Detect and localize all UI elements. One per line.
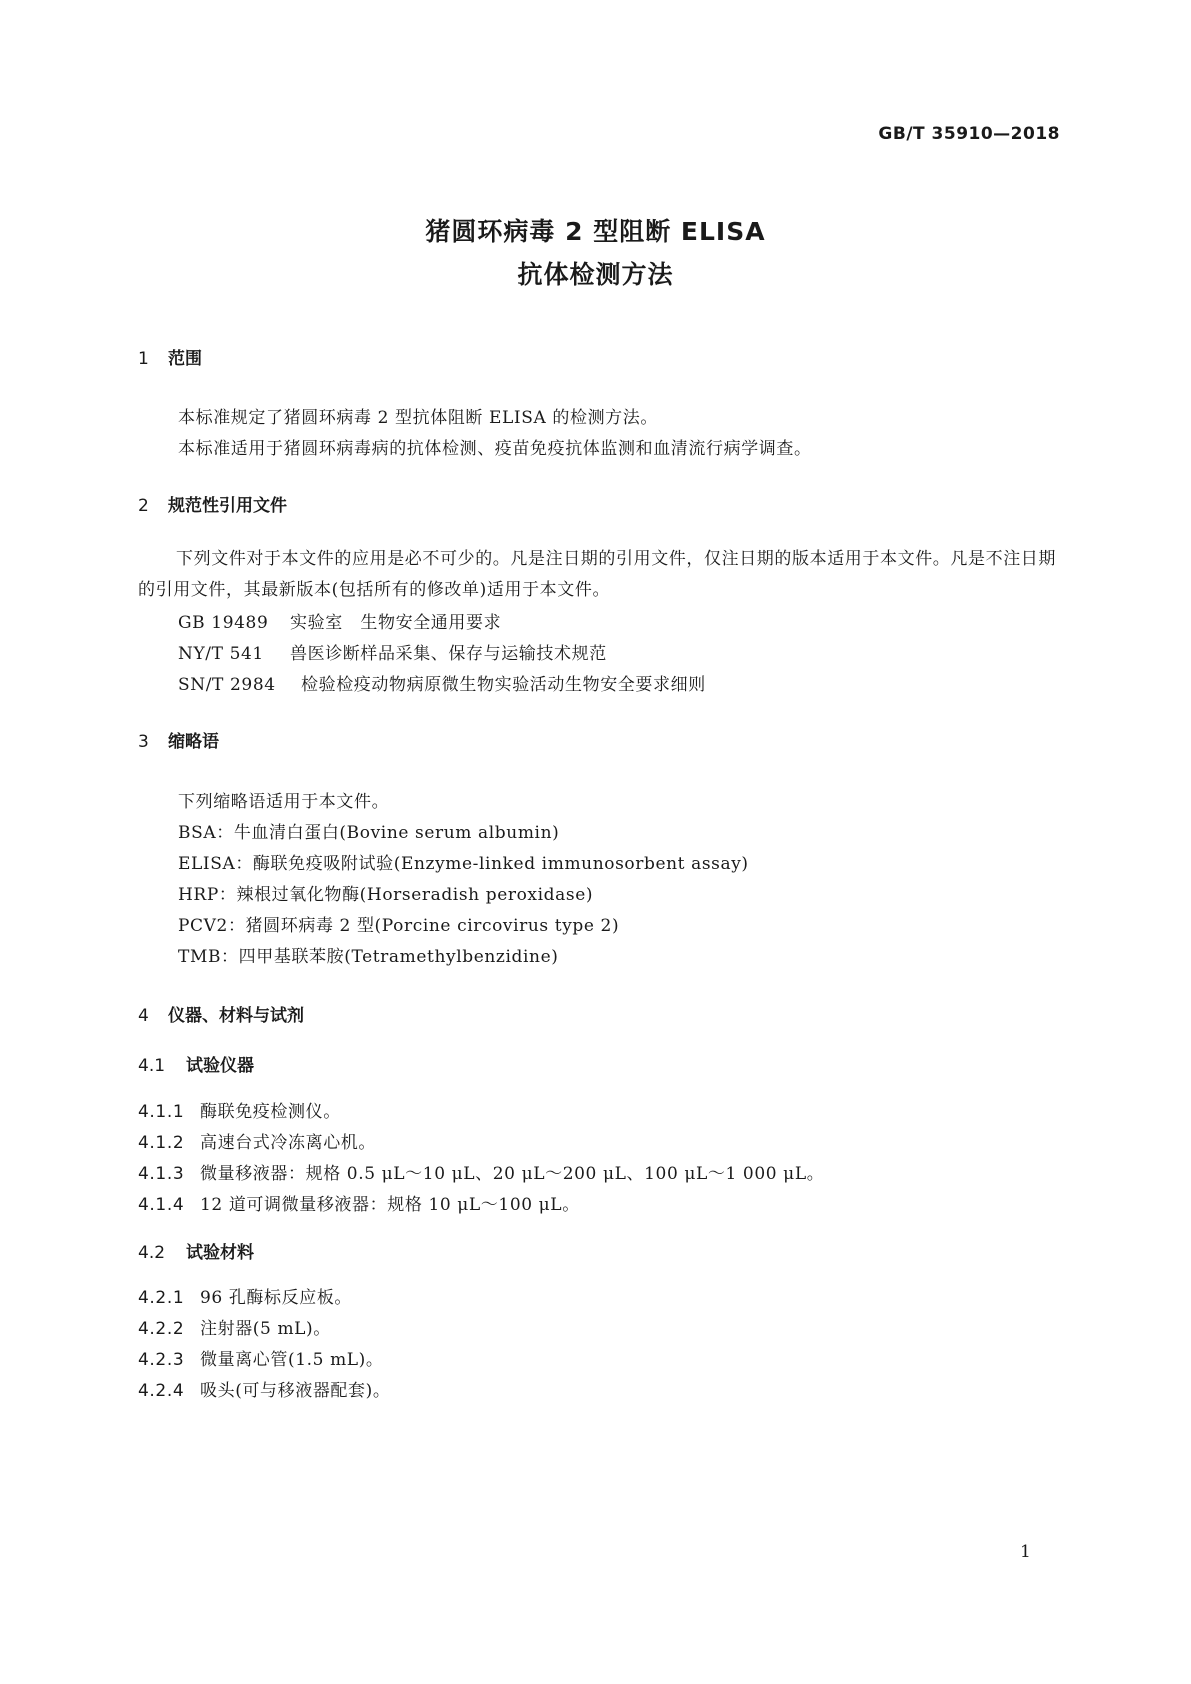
subsection-title: 试验材料 bbox=[186, 1243, 254, 1263]
item-number: 4.1.3 bbox=[138, 1164, 185, 1184]
item-number: 4.2.1 bbox=[138, 1288, 185, 1308]
list-item bbox=[138, 1190, 580, 1215]
subsection-title: 试验仪器 bbox=[186, 1056, 254, 1076]
item-number: 4.2.3 bbox=[138, 1350, 185, 1370]
item-text: 酶联免疫检测仪。 bbox=[200, 1102, 341, 1122]
reference-item bbox=[178, 639, 607, 664]
item-number: 4.2.2 bbox=[138, 1319, 185, 1339]
item-text: 注射器(5 mL)。 bbox=[200, 1319, 331, 1339]
list-item bbox=[138, 1097, 341, 1122]
abbreviation-item: ELISA：酶联免疫吸附试验(Enzyme-linked immunosorbent assay) bbox=[178, 854, 749, 874]
reference-code: NY/T 541 bbox=[178, 644, 264, 664]
reference-code: GB 19489 bbox=[178, 613, 269, 633]
section-number: 3 bbox=[138, 732, 149, 752]
section-number: 1 bbox=[138, 349, 149, 369]
item-text: 高速台式冷冻离心机。 bbox=[200, 1133, 376, 1153]
abbreviation-item: HRP：辣根过氧化物酶(Horseradish peroxidase) bbox=[178, 885, 594, 905]
reference-code: SN/T 2984 bbox=[178, 675, 276, 695]
list-item bbox=[138, 1345, 384, 1370]
item-text: 微量离心管(1.5 mL)。 bbox=[200, 1350, 384, 1370]
list-item bbox=[138, 1159, 824, 1184]
section-3-heading bbox=[138, 727, 219, 752]
section-number: 2 bbox=[138, 496, 149, 516]
list-item bbox=[138, 1314, 331, 1339]
list-item bbox=[138, 1128, 376, 1153]
section-2-heading bbox=[138, 491, 287, 516]
paragraph: 下列文件对于本文件的应用是必不可少的。凡是注日期的引用文件，仅注日期的版本适用于本文件。凡是不注日期的引用文件，其最新版本(包括所有的修改单)适用于本文件。 bbox=[138, 549, 1056, 600]
reference-title: 实验室 生物安全通用要求 bbox=[290, 613, 502, 633]
paragraph: 本标准规定了猪圆环病毒 2 型抗体阻断 ELISA 的检测方法。 bbox=[178, 408, 658, 428]
abbreviation-item: PCV2：猪圆环病毒 2 型(Porcine circovirus type 2) bbox=[178, 916, 620, 936]
subsection-4-1-heading bbox=[138, 1051, 254, 1076]
reference-item bbox=[178, 608, 501, 633]
section-1-heading bbox=[138, 344, 202, 369]
abbreviation-item: BSA：牛血清白蛋白(Bovine serum albumin) bbox=[178, 823, 560, 843]
section-title: 缩略语 bbox=[168, 732, 219, 752]
paragraph: 下列缩略语适用于本文件。 bbox=[178, 792, 390, 812]
item-number: 4.1.1 bbox=[138, 1102, 185, 1122]
item-text: 微量移液器：规格 0.5 μL～10 μL、20 μL～200 μL、100 μL～1 000 μL。 bbox=[200, 1164, 825, 1184]
abbreviation-item: TMB：四甲基联苯胺(Tetramethylbenzidine) bbox=[178, 947, 559, 967]
item-number: 4.1.2 bbox=[138, 1133, 185, 1153]
section-title: 范围 bbox=[168, 349, 202, 369]
document-number: GB/T 35910—2018 bbox=[878, 124, 1060, 144]
item-number: 4.1.4 bbox=[138, 1195, 185, 1215]
paragraph: 本标准适用于猪圆环病毒病的抗体检测、疫苗免疫抗体监测和血清流行病学调查。 bbox=[178, 439, 812, 459]
section-number: 4 bbox=[138, 1006, 149, 1026]
document-title-line1: 猪圆环病毒 2 型阻断 ELISA bbox=[425, 217, 766, 246]
section-title: 仪器、材料与试剂 bbox=[168, 1006, 304, 1026]
reference-title: 检验检疫动物病原微生物实验活动生物安全要求细则 bbox=[301, 675, 706, 695]
reference-title: 兽医诊断样品采集、保存与运输技术规范 bbox=[290, 644, 607, 664]
item-number: 4.2.4 bbox=[138, 1381, 185, 1401]
list-item bbox=[138, 1283, 352, 1308]
subsection-number: 4.2 bbox=[138, 1243, 166, 1263]
document-title-line2: 抗体检测方法 bbox=[517, 260, 674, 289]
page-number: 1 bbox=[1020, 1542, 1031, 1562]
list-item bbox=[138, 1376, 390, 1401]
subsection-number: 4.1 bbox=[138, 1056, 166, 1076]
section-4-heading bbox=[138, 1001, 304, 1026]
subsection-4-2-heading bbox=[138, 1238, 254, 1263]
item-text: 吸头(可与移液器配套)。 bbox=[200, 1381, 391, 1401]
reference-item bbox=[178, 670, 706, 695]
item-text: 96 孔酶标反应板。 bbox=[200, 1288, 353, 1308]
section-title: 规范性引用文件 bbox=[168, 496, 287, 516]
item-text: 12 道可调微量移液器：规格 10 μL～100 μL。 bbox=[200, 1195, 580, 1215]
